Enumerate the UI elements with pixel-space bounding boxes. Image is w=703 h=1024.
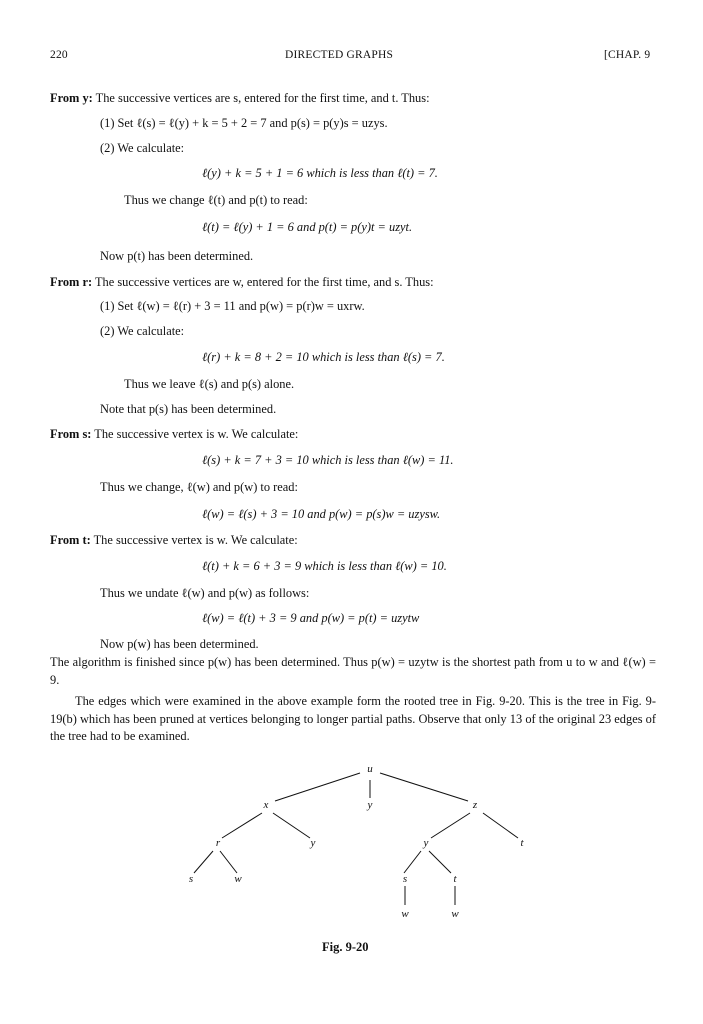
tree-edge xyxy=(380,773,468,801)
tree-node-t: t xyxy=(520,837,524,849)
equation: ℓ(w) = ℓ(t) + 3 = 9 and p(w) = p(t) = uzytw xyxy=(202,611,420,625)
tree-node-y: y xyxy=(423,837,429,849)
step-r-item-1: (1) Set ℓ(w) = ℓ(r) + 3 = 11 and p(w) = p(r)w = uxrw. xyxy=(100,299,365,313)
tree-edge xyxy=(431,813,470,838)
step-y-item-1: (1) Set ℓ(s) = ℓ(y) + k = 5 + 2 = 7 and p(s) = p(y)s = uzys. xyxy=(100,116,388,130)
equation: ℓ(r) + k = 8 + 2 = 10 which is less than ℓ(s) = 7. xyxy=(202,350,445,364)
explanation-paragraph: The edges which were examined in the above example form the rooted tree in Fig. 9-20. This is the tree in Fig. 9-19(b) which has been pruned at vertices belonging to longer partial paths. Observe that only 13 of the original 23 edges of the tree had to be examined. xyxy=(50,694,656,743)
text-line: Note that p(s) has been determined. xyxy=(100,402,277,416)
tree-node-x: x xyxy=(263,799,269,811)
tree-edge xyxy=(404,851,421,873)
tree-edge xyxy=(429,851,451,873)
step-from-t-heading: From t: The successive vertex is w. We calculate: xyxy=(50,533,298,547)
text-line: Thus we leave ℓ(s) and p(s) alone. xyxy=(124,377,295,391)
tree-node-w: w xyxy=(451,908,459,920)
tree-node-z: z xyxy=(472,799,478,811)
equation: ℓ(s) + k = 7 + 3 = 10 which is less than ℓ(w) = 11. xyxy=(202,453,454,467)
step-from-y-heading: From y: The successive vertices are s, entered for the first time, and t. Thus: xyxy=(50,91,430,105)
step-from-s-heading: From s: The successive vertex is w. We calculate: xyxy=(50,427,299,441)
page-number: 220 xyxy=(50,49,68,61)
tree-edge xyxy=(220,851,237,873)
tree-edge xyxy=(222,813,262,838)
tree-node-y: y xyxy=(310,837,316,849)
equation: ℓ(y) + k = 5 + 1 = 6 which is less than ℓ(t) = 7. xyxy=(202,166,438,180)
equation: ℓ(w) = ℓ(s) + 3 = 10 and p(w) = p(s)w = uzysw. xyxy=(202,507,441,521)
tree-edge xyxy=(275,773,360,801)
step-y-item-2: (2) We calculate: xyxy=(100,141,185,155)
tree-edge xyxy=(483,813,518,838)
step-from-r-heading: From r: The successive vertices are w, entered for the first time, and s. Thus: xyxy=(50,275,434,289)
step-r-item-2: (2) We calculate: xyxy=(100,324,185,338)
tree-node-w: w xyxy=(234,873,242,885)
tree-node-u: u xyxy=(367,763,373,775)
text-line: Now p(w) has been determined. xyxy=(100,637,259,651)
chapter-label: [CHAP. 9 xyxy=(604,49,651,61)
tree-node-w: w xyxy=(401,908,409,920)
figure-caption: Fig. 9-20 xyxy=(322,940,369,954)
tree-edge xyxy=(194,851,213,873)
tree-node-s: s xyxy=(188,873,194,885)
text-line: Thus we change, ℓ(w) and p(w) to read: xyxy=(100,480,298,494)
tree-edge xyxy=(273,813,310,838)
equation: ℓ(t) + k = 6 + 3 = 9 which is less than ℓ(w) = 10. xyxy=(202,559,447,573)
text-line: Thus we undate ℓ(w) and p(w) as follows: xyxy=(100,586,310,600)
tree-node-r: r xyxy=(215,837,221,849)
running-title: DIRECTED GRAPHS xyxy=(285,49,394,61)
equation: ℓ(t) = ℓ(y) + 1 = 6 and p(t) = p(y)t = uzyt. xyxy=(202,220,413,234)
text-line: Thus we change ℓ(t) and p(t) to read: xyxy=(124,193,308,207)
tree-node-y: y xyxy=(367,799,373,811)
tree-node-s: s xyxy=(402,873,408,885)
tree-node-t: t xyxy=(453,873,457,885)
text-line: Now p(t) has been determined. xyxy=(100,249,254,263)
conclusion-paragraph: The algorithm is finished since p(w) has been determined. Thus p(w) = uzytw is the shortest path from u to w and ℓ(w) = 9. xyxy=(50,655,656,687)
